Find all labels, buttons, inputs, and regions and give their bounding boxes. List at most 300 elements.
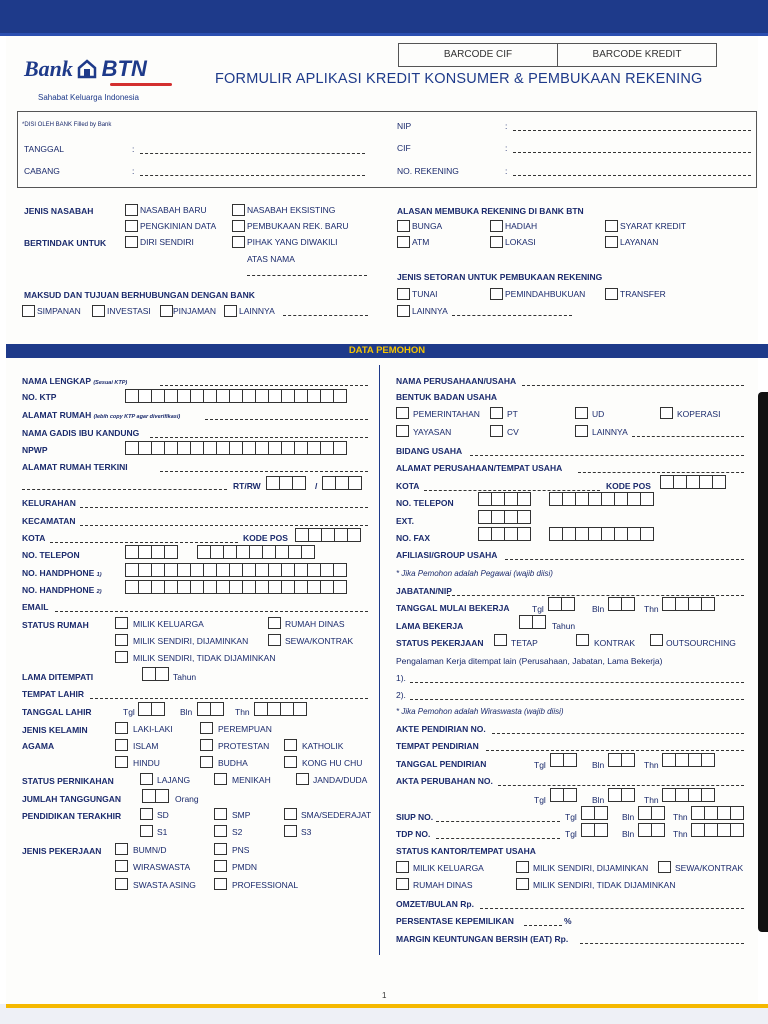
cabang-field[interactable] <box>140 175 365 176</box>
yayasan-label: YAYASAN <box>413 427 452 437</box>
jenis-nasabah-label: JENIS NASABAH <box>24 206 94 216</box>
mulai-thn-boxes[interactable] <box>662 597 714 611</box>
tdp-tgl-label: Tgl <box>565 829 577 839</box>
alamat-perusahaan-field[interactable] <box>578 472 744 473</box>
nama-field[interactable] <box>160 385 368 386</box>
tdp-thn-label: Thn <box>673 829 688 839</box>
bunga-checkbox[interactable] <box>397 220 410 232</box>
no-rekening-field[interactable] <box>513 175 751 176</box>
pendirian-bln-label: Bln <box>592 760 605 770</box>
thn-lahir-boxes[interactable] <box>254 702 306 716</box>
s3-checkbox[interactable] <box>284 825 297 837</box>
tdp-bln-boxes[interactable] <box>638 823 664 837</box>
rt-boxes[interactable] <box>266 476 305 490</box>
lainnya-label: LAINNYA <box>239 306 275 316</box>
siup-tgl-label: Tgl <box>565 812 577 822</box>
lama-bekerja-tahun: Tahun <box>552 621 576 631</box>
cv-checkbox[interactable] <box>490 425 503 437</box>
syarat-kredit-checkbox[interactable] <box>605 220 618 232</box>
bottom-band <box>0 1004 768 1024</box>
kelamin-label: JENIS KELAMIN <box>22 725 88 735</box>
setoran-lainnya-field[interactable] <box>452 315 572 316</box>
budha-checkbox[interactable] <box>200 756 213 768</box>
kantor-milik-dijaminkan-label: MILIK SENDIRI, DIJAMINKAN <box>533 863 649 873</box>
logo-swoosh <box>110 83 172 86</box>
simpanan-label: SIMPANAN <box>37 306 81 316</box>
form-title: FORMULIR APLIKASI KREDIT KONSUMER & PEMBUKAAN REKENING <box>215 71 703 87</box>
pmdn-checkbox[interactable] <box>214 860 227 872</box>
bumn-label: BUMN/D <box>133 845 167 855</box>
pengkinian-label: PENGKINIAN DATA <box>140 221 217 231</box>
bunga-label: BUNGA <box>412 221 443 231</box>
tetap-checkbox[interactable] <box>494 634 507 646</box>
kodepos-perusahaan-label: KODE POS <box>606 481 651 491</box>
pendidikan-label: PENDIDIKAN TERAKHIR <box>22 811 122 821</box>
katholik-label: KATHOLIK <box>302 741 344 751</box>
pernikahan-label: STATUS PERNIKAHAN <box>22 776 114 786</box>
kodepos-label: KODE POS <box>243 533 288 543</box>
rtrw-slash: / <box>315 481 318 491</box>
professional-label: PROFESSIONAL <box>232 880 299 890</box>
alamat-terkini-field[interactable] <box>160 471 368 472</box>
perubahan-bln-boxes[interactable] <box>608 788 634 802</box>
nasabah-eksisting-label: NASABAH EKSISTING <box>247 205 336 215</box>
setoran-lainnya-label: LAINNYA <box>412 306 448 316</box>
status-kerja-label: STATUS PEKERJAAN <box>396 638 484 648</box>
atas-nama-field[interactable] <box>247 275 367 276</box>
alamat-terkini-label: ALAMAT RUMAH TERKINI <box>22 462 128 472</box>
pendirian-thn-boxes[interactable] <box>662 753 714 767</box>
alamat-terkini-field-2[interactable] <box>22 489 227 490</box>
ibu-field[interactable] <box>150 437 368 438</box>
mulai-bekerja-label: TANGGAL MULAI BEKERJA <box>396 603 510 613</box>
setoran-label: JENIS SETORAN UNTUK PEMBUKAAN REKENING <box>397 272 603 282</box>
perubahan-field[interactable] <box>498 785 744 786</box>
nasabah-baru-checkbox[interactable] <box>125 204 138 216</box>
pemerintahan-checkbox[interactable] <box>396 407 409 419</box>
ktp-label: NO. KTP <box>22 392 57 402</box>
pemindahbukuan-label: PEMINDAHBUKUAN <box>505 289 586 299</box>
note-pegawai: * Jika Pemohon adalah Pegawai (wajib diisi) <box>396 569 553 578</box>
afiliasi-field[interactable] <box>505 559 744 560</box>
laki-checkbox[interactable] <box>115 722 128 734</box>
barcode-cif-box: BARCODE CIF <box>398 43 558 67</box>
perempuan-checkbox[interactable] <box>200 722 213 734</box>
janda-checkbox[interactable] <box>296 773 309 785</box>
menikah-checkbox[interactable] <box>214 773 227 785</box>
sewa-checkbox[interactable] <box>268 634 281 646</box>
kantor-milik-keluarga-checkbox[interactable] <box>396 861 409 873</box>
nip-label: NIP <box>397 121 412 131</box>
sma-label: SMA/SEDERAJAT <box>301 810 372 820</box>
tdp-field[interactable] <box>436 838 560 839</box>
telepon-perusahaan-boxes[interactable] <box>549 492 653 506</box>
nama-label: NAMA LENGKAP (Sesuai KTP) <box>22 376 128 386</box>
logo-btn-text: BTN <box>101 56 147 81</box>
bln-label: Bln <box>180 707 193 717</box>
nip-field[interactable] <box>513 130 751 131</box>
swasta-checkbox[interactable] <box>115 878 128 890</box>
kecamatan-label: KECAMATAN <box>22 516 76 526</box>
ext-label: EXT. <box>396 516 414 526</box>
pembukaan-label: PEMBUKAAN REK. BARU <box>247 221 349 231</box>
bank-logo <box>24 56 147 82</box>
persen-sign: % <box>564 916 572 926</box>
top-band <box>0 0 768 36</box>
lainnya-field[interactable] <box>283 315 368 316</box>
tunai-label: TUNAI <box>412 289 438 299</box>
layanan-label: LAYANAN <box>620 237 659 247</box>
konghuchu-checkbox[interactable] <box>284 756 297 768</box>
perubahan-thn-boxes[interactable] <box>662 788 714 802</box>
bln-lahir-boxes[interactable] <box>197 702 223 716</box>
agama-label: AGAMA <box>22 741 55 751</box>
s2-checkbox[interactable] <box>214 825 227 837</box>
alamat-perusahaan-label: ALAMAT PERUSAHAAN/TEMPAT USAHA <box>396 463 563 473</box>
ud-checkbox[interactable] <box>575 407 588 419</box>
sd-label: SD <box>157 810 169 820</box>
pembukaan-checkbox[interactable] <box>232 220 245 232</box>
protestan-checkbox[interactable] <box>200 739 213 751</box>
barcode-kredit-box: BARCODE KREDIT <box>557 43 717 67</box>
kantor-milik-dijaminkan-checkbox[interactable] <box>516 861 529 873</box>
pendirian-tgl-label: Tgl <box>534 760 546 770</box>
binder-strip <box>758 392 768 932</box>
tdp-label: TDP NO. <box>396 829 431 839</box>
ud-label: UD <box>592 409 605 419</box>
omzet-field[interactable] <box>480 908 744 909</box>
omzet-label: OMZET/BULAN Rp. <box>396 899 474 909</box>
pendirian-thn-label: Thn <box>644 760 659 770</box>
pekerjaan-label: JENIS PEKERJAAN <box>22 846 102 856</box>
pengalaman-1-label: 1). <box>396 673 406 683</box>
status-kantor-label: STATUS KANTOR/TEMPAT USAHA <box>396 846 536 856</box>
professional-checkbox[interactable] <box>214 878 227 890</box>
milik-tidak-checkbox[interactable] <box>115 651 128 663</box>
alamat-label: ALAMAT RUMAH (lebih copy KTP agar diverifikasi) <box>22 410 181 420</box>
kota-label: KOTA <box>22 533 46 543</box>
pendirian-tgl-boxes[interactable] <box>550 753 576 767</box>
cabang-label: CABANG <box>24 166 60 176</box>
s1-checkbox[interactable] <box>140 825 153 837</box>
rumah-dinas-label: RUMAH DINAS <box>285 619 345 629</box>
email-field[interactable] <box>55 611 368 612</box>
hadiah-label: HADIAH <box>505 221 538 231</box>
bumn-checkbox[interactable] <box>115 843 128 855</box>
kontrak-label: KONTRAK <box>594 638 636 648</box>
pihak-checkbox[interactable] <box>232 236 245 248</box>
islam-label: ISLAM <box>133 741 159 751</box>
kota-field[interactable] <box>50 542 238 543</box>
hp1-label: NO. HANDPHONE 1) <box>22 568 102 578</box>
smp-checkbox[interactable] <box>214 808 227 820</box>
ktp-boxes[interactable] <box>125 389 346 403</box>
perempuan-label: PEREMPUAN <box>218 724 272 734</box>
cif-field[interactable] <box>513 152 751 153</box>
yayasan-checkbox[interactable] <box>396 425 409 437</box>
diri-sendiri-checkbox[interactable] <box>125 236 138 248</box>
pemerintahan-label: PEMERINTAHAN <box>413 409 480 419</box>
pendirian-bln-boxes[interactable] <box>608 753 634 767</box>
kantor-sewa-checkbox[interactable] <box>658 861 671 873</box>
setoran-lainnya-checkbox[interactable] <box>397 305 410 317</box>
note-wiraswasta: * Jika Pemohon adalah Wiraswasta (wajib diisi) <box>396 707 564 716</box>
s3-label: S3 <box>301 827 312 837</box>
simpanan-checkbox[interactable] <box>22 305 35 317</box>
kantor-milik-tidak-label: MILIK SENDIRI, TIDAK DIJAMINKAN <box>533 880 676 890</box>
milik-dijaminkan-label: MILIK SENDIRI, DIJAMINKAN <box>133 636 249 646</box>
hindu-label: HINDU <box>133 758 160 768</box>
sma-checkbox[interactable] <box>284 808 297 820</box>
outsourcing-checkbox[interactable] <box>650 634 663 646</box>
kantor-milik-tidak-checkbox[interactable] <box>516 878 529 890</box>
tgl-lahir-boxes[interactable] <box>138 702 164 716</box>
lajang-label: LAJANG <box>157 775 191 785</box>
house-icon <box>77 59 97 81</box>
menikah-label: MENIKAH <box>232 775 271 785</box>
tempat-pendirian-label: TEMPAT PENDIRIAN <box>396 741 479 751</box>
tdp-thn-boxes[interactable] <box>691 823 743 837</box>
milik-dijaminkan-checkbox[interactable] <box>115 634 128 646</box>
tempat-lahir-field[interactable] <box>90 698 368 699</box>
katholik-checkbox[interactable] <box>284 739 297 751</box>
milik-keluarga-checkbox[interactable] <box>115 617 128 629</box>
kodepos-boxes[interactable] <box>295 528 360 542</box>
badan-lainnya-checkbox[interactable] <box>575 425 588 437</box>
kota-perusahaan-field[interactable] <box>424 490 600 491</box>
afiliasi-label: AFILIASI/GROUP USAHA <box>396 550 498 560</box>
pinjaman-checkbox[interactable] <box>160 305 173 317</box>
kelurahan-label: KELURAHAN <box>22 498 76 508</box>
ibu-label: NAMA GADIS IBU KANDUNG <box>22 428 140 438</box>
mulai-bln-label: Bln <box>592 604 605 614</box>
siup-field[interactable] <box>436 821 560 822</box>
perubahan-bln-label: Bln <box>592 795 605 805</box>
protestan-label: PROTESTAN <box>218 741 270 751</box>
cif-label: CIF <box>397 143 411 153</box>
telepon-perusahaan-label: NO. TELEPON <box>396 498 454 508</box>
mulai-bln-boxes[interactable] <box>608 597 634 611</box>
tempat-lahir-label: TEMPAT LAHIR <box>22 689 85 699</box>
kodepos-perusahaan-boxes[interactable] <box>660 475 725 489</box>
siup-thn-boxes[interactable] <box>691 806 743 820</box>
tdp-bln-label: Bln <box>622 829 635 839</box>
fax-boxes[interactable] <box>549 527 653 541</box>
persentase-field[interactable] <box>524 925 562 926</box>
hindu-checkbox[interactable] <box>115 756 128 768</box>
pns-label: PNS <box>232 845 250 855</box>
thn-label: Thn <box>235 707 250 717</box>
akte-field[interactable] <box>492 733 744 734</box>
kantor-sewa-label: SEWA/KONTRAK <box>675 863 744 873</box>
no-rekening-label: NO. REKENING <box>397 166 459 176</box>
page-number: 1 <box>382 991 387 1000</box>
telepon-area-boxes[interactable] <box>125 545 177 559</box>
maksud-label: MAKSUD DAN TUJUAN BERHUBUNGAN DENGAN BANK <box>24 290 255 300</box>
bidang-label: BIDANG USAHA <box>396 446 463 456</box>
tempat-pendirian-field[interactable] <box>486 750 744 751</box>
outsourcing-label: OUTSOURCHING <box>666 638 736 648</box>
nasabah-eksisting-checkbox[interactable] <box>232 204 245 216</box>
telepon-label: NO. TELEPON <box>22 550 80 560</box>
lama-ditempati-label: LAMA DITEMPATI <box>22 672 94 682</box>
jabatan-field[interactable] <box>447 595 744 596</box>
rtrw-label: RT/RW <box>233 481 261 491</box>
nasabah-baru-label: NASABAH BARU <box>140 205 207 215</box>
badan-lainnya-label: LAINNYA <box>592 427 628 437</box>
email-label: EMAIL <box>22 602 49 612</box>
sewa-label: SEWA/KONTRAK <box>285 636 354 646</box>
tetap-label: TETAP <box>511 638 538 648</box>
layanan-checkbox[interactable] <box>605 236 618 248</box>
hp2-boxes[interactable] <box>125 580 346 594</box>
data-pemohon-header: DATA PEMOHON <box>6 344 768 358</box>
pihak-label: PIHAK YANG DIWAKILI <box>247 237 338 247</box>
margin-label: MARGIN KEUNTUNGAN BERSIH (EAT) Rp. <box>396 934 569 944</box>
mulai-tgl-label: Tgl <box>532 604 544 614</box>
lama-tahun-label: Tahun <box>173 672 197 682</box>
pt-checkbox[interactable] <box>490 407 503 419</box>
jabatan-label: JABATAN/NIP <box>396 586 452 596</box>
telepon-boxes[interactable] <box>197 545 314 559</box>
budha-label: BUDHA <box>218 758 248 768</box>
pinjaman-label: PINJAMAN <box>173 306 216 316</box>
pt-label: PT <box>507 409 518 419</box>
tagline: Sahabat Keluarga Indonesia <box>38 93 139 102</box>
tgl-pendirian-label: TANGGAL PENDIRIAN <box>396 759 487 769</box>
islam-checkbox[interactable] <box>115 739 128 751</box>
npwp-boxes[interactable] <box>125 441 346 455</box>
margin-field[interactable] <box>580 943 744 944</box>
lokasi-checkbox[interactable] <box>490 236 503 248</box>
lama-bekerja-boxes[interactable] <box>519 615 545 629</box>
bidang-field[interactable] <box>470 455 744 456</box>
atm-checkbox[interactable] <box>397 236 410 248</box>
ext-boxes[interactable] <box>478 510 530 524</box>
mulai-tgl-boxes[interactable] <box>548 597 574 611</box>
pns-checkbox[interactable] <box>214 843 227 855</box>
orang-label: Orang <box>175 794 199 804</box>
fax-area-boxes[interactable] <box>478 527 530 541</box>
siup-bln-label: Bln <box>622 812 635 822</box>
pengalaman-label: Pengalaman Kerja ditempat lain (Perusahaan, Jabatan, Lama Bekerja) <box>396 656 663 666</box>
siup-label: SIUP NO. <box>396 812 434 822</box>
lokasi-label: LOKASI <box>505 237 536 247</box>
konghuchu-label: KONG HU CHU <box>302 758 363 768</box>
pengalaman-2-field[interactable] <box>410 699 744 700</box>
hadiah-checkbox[interactable] <box>490 220 503 232</box>
perubahan-thn-label: Thn <box>644 795 659 805</box>
tunai-checkbox[interactable] <box>397 288 410 300</box>
telepon-perusahaan-area-boxes[interactable] <box>478 492 530 506</box>
sd-checkbox[interactable] <box>140 808 153 820</box>
swasta-label: SWASTA ASING <box>133 880 196 890</box>
s1-label: S1 <box>157 827 168 837</box>
cv-label: CV <box>507 427 519 437</box>
fax-label: NO. FAX <box>396 533 431 543</box>
investasi-checkbox[interactable] <box>92 305 105 317</box>
perubahan-tgl-label: Tgl <box>534 795 546 805</box>
akte-label: AKTE PENDIRIAN NO. <box>396 724 486 734</box>
diri-sendiri-label: DIRI SENDIRI <box>140 237 194 247</box>
tanggal-field[interactable] <box>140 153 365 154</box>
kantor-rumah-dinas-checkbox[interactable] <box>396 878 409 890</box>
kantor-rumah-dinas-label: RUMAH DINAS <box>413 880 473 890</box>
koperasi-checkbox[interactable] <box>660 407 673 419</box>
kecamatan-field[interactable] <box>80 525 368 526</box>
badan-lainnya-field[interactable] <box>632 436 744 437</box>
siup-thn-label: Thn <box>673 812 688 822</box>
tanggungan-label: JUMLAH TANGGUNGAN <box>22 794 122 804</box>
perusahaan-field[interactable] <box>522 385 744 386</box>
kota-perusahaan-label: KOTA <box>396 481 420 491</box>
atm-label: ATM <box>412 237 430 247</box>
pengalaman-2-label: 2). <box>396 690 406 700</box>
hp1-boxes[interactable] <box>125 563 346 577</box>
alasan-label: ALASAN MEMBUKA REKENING DI BANK BTN <box>397 206 584 216</box>
column-divider <box>379 365 380 955</box>
perusahaan-label: NAMA PERUSAHAAN/USAHA <box>396 376 517 386</box>
transfer-label: TRANSFER <box>620 289 666 299</box>
tanggal-label: TANGGAL <box>24 144 64 154</box>
rw-boxes[interactable] <box>322 476 361 490</box>
milik-tidak-label: MILIK SENDIRI, TIDAK DIJAMINKAN <box>133 653 276 663</box>
laki-label: LAKI-LAKI <box>133 724 173 734</box>
milik-keluarga-label: MILIK KELUARGA <box>133 619 204 629</box>
tanggungan-boxes[interactable] <box>142 789 168 803</box>
pengalaman-1-field[interactable] <box>410 682 744 683</box>
logo-bank-text: Bank <box>24 56 73 81</box>
status-rumah-label: STATUS RUMAH <box>22 620 89 630</box>
rumah-dinas-checkbox[interactable] <box>268 617 281 629</box>
pmdn-label: PMDN <box>232 862 258 872</box>
lama-bekerja-label: LAMA BEKERJA <box>396 621 464 631</box>
bertindak-label: BERTINDAK UNTUK <box>24 238 107 248</box>
bentuk-label: BENTUK BADAN USAHA <box>396 392 498 402</box>
tgl-label: Tgl <box>123 707 135 717</box>
hp2-label: NO. HANDPHONE 2) <box>22 585 102 595</box>
lainnya-checkbox[interactable] <box>224 305 237 317</box>
transfer-checkbox[interactable] <box>605 288 618 300</box>
investasi-label: INVESTASI <box>107 306 151 316</box>
lama-ditempati-boxes[interactable] <box>142 667 168 681</box>
koperasi-label: KOPERASI <box>677 409 721 419</box>
pengkinian-checkbox[interactable] <box>125 220 138 232</box>
siup-tgl-boxes[interactable] <box>581 806 607 820</box>
kantor-milik-keluarga-label: MILIK KELUARGA <box>413 863 484 873</box>
mulai-thn-label: Thn <box>644 604 659 614</box>
s2-label: S2 <box>232 827 243 837</box>
janda-label: JANDA/DUDA <box>313 775 368 785</box>
pemindahbukuan-checkbox[interactable] <box>490 288 503 300</box>
wiraswasta-checkbox[interactable] <box>115 860 128 872</box>
perubahan-tgl-boxes[interactable] <box>550 788 576 802</box>
alamat-field[interactable] <box>205 419 368 420</box>
lajang-checkbox[interactable] <box>140 773 153 785</box>
persentase-label: PERSENTASE KEPEMILIKAN <box>396 916 514 926</box>
smp-label: SMP <box>232 810 251 820</box>
kontrak-checkbox[interactable] <box>576 634 589 646</box>
npwp-label: NPWP <box>22 445 48 455</box>
syarat-kredit-label: SYARAT KREDIT <box>620 221 687 231</box>
tdp-tgl-boxes[interactable] <box>581 823 607 837</box>
kelurahan-field[interactable] <box>80 507 368 508</box>
atas-nama-label: ATAS NAMA <box>247 254 295 264</box>
perubahan-label: AKTA PERUBAHAN NO. <box>396 776 493 786</box>
wiraswasta-label: WIRASWASTA <box>133 862 191 872</box>
bank-use-box <box>17 111 757 188</box>
siup-bln-boxes[interactable] <box>638 806 664 820</box>
